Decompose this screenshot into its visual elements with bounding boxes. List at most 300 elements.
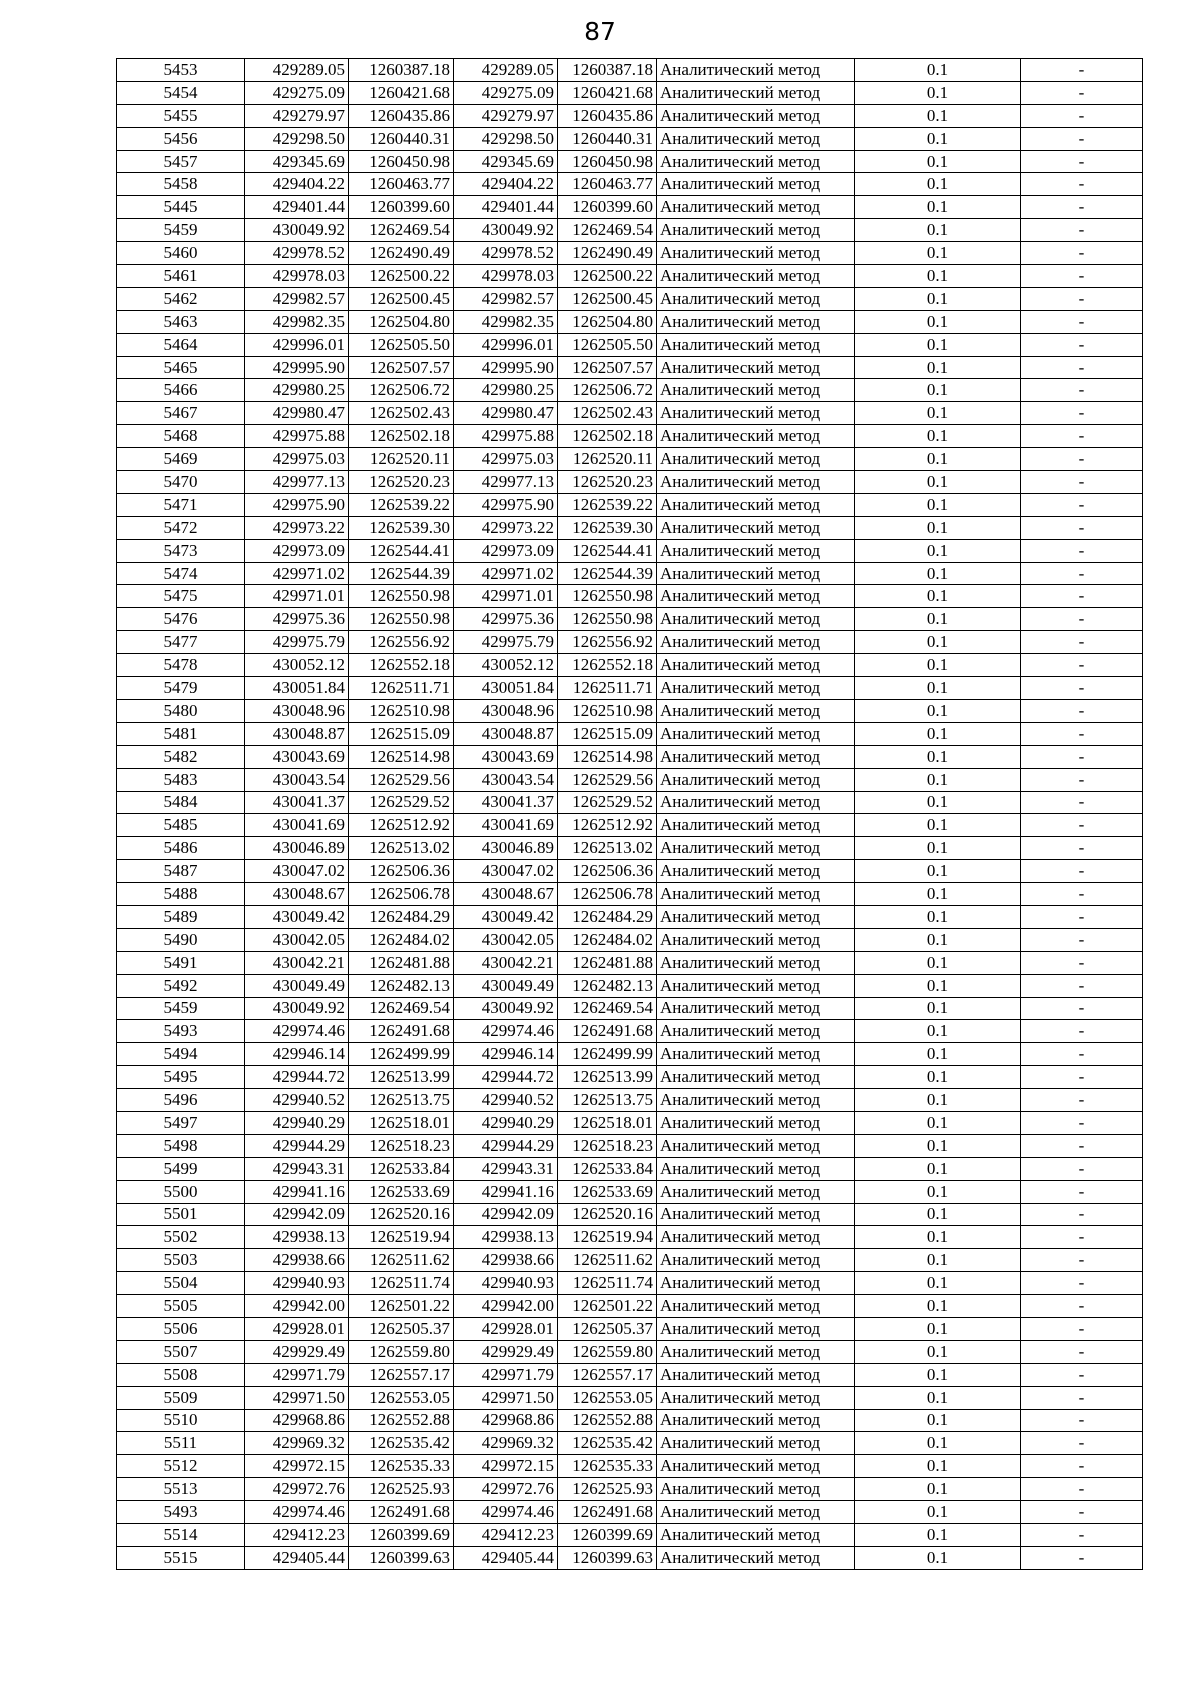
cell-y-existing: 1262557.17 bbox=[349, 1363, 454, 1386]
cell-y-existing: 1262491.68 bbox=[349, 1020, 454, 1043]
cell-x-existing: 429974.46 bbox=[245, 1501, 349, 1524]
cell-method: Аналитический метод bbox=[657, 127, 855, 150]
cell-method: Аналитический метод bbox=[657, 265, 855, 288]
cell-x-new: 429944.29 bbox=[454, 1134, 558, 1157]
cell-y-existing: 1262500.22 bbox=[349, 265, 454, 288]
cell-method: Аналитический метод bbox=[657, 516, 855, 539]
cell-method: Аналитический метод bbox=[657, 242, 855, 265]
cell-method: Аналитический метод bbox=[657, 631, 855, 654]
table-row bbox=[117, 1455, 1143, 1478]
cell-point-number: 5453 bbox=[117, 59, 245, 82]
cell-method: Аналитический метод bbox=[657, 81, 855, 104]
cell-accuracy: 0.1 bbox=[855, 59, 1021, 82]
cell-point-number: 5514 bbox=[117, 1524, 245, 1547]
cell-x-new: 430048.96 bbox=[454, 699, 558, 722]
cell-method: Аналитический метод bbox=[657, 974, 855, 997]
table-row bbox=[117, 493, 1143, 516]
cell-x-existing: 429975.36 bbox=[245, 608, 349, 631]
cell-x-new: 430041.37 bbox=[454, 791, 558, 814]
cell-point-number: 5455 bbox=[117, 104, 245, 127]
cell-point-number: 5497 bbox=[117, 1111, 245, 1134]
cell-x-existing: 429975.90 bbox=[245, 493, 349, 516]
cell-y-new: 1262504.80 bbox=[558, 310, 657, 333]
cell-method: Аналитический метод bbox=[657, 333, 855, 356]
cell-y-existing: 1262502.43 bbox=[349, 402, 454, 425]
cell-y-new: 1262552.18 bbox=[558, 654, 657, 677]
cell-x-new: 430043.69 bbox=[454, 745, 558, 768]
cell-note: - bbox=[1021, 516, 1143, 539]
cell-y-new: 1262544.41 bbox=[558, 539, 657, 562]
cell-x-existing: 429944.29 bbox=[245, 1134, 349, 1157]
cell-point-number: 5503 bbox=[117, 1249, 245, 1272]
table-row bbox=[117, 654, 1143, 677]
cell-note: - bbox=[1021, 402, 1143, 425]
cell-y-new: 1262533.69 bbox=[558, 1180, 657, 1203]
cell-y-existing: 1262511.74 bbox=[349, 1272, 454, 1295]
cell-method: Аналитический метод bbox=[657, 1157, 855, 1180]
cell-x-new: 429978.03 bbox=[454, 265, 558, 288]
cell-method: Аналитический метод bbox=[657, 883, 855, 906]
cell-x-new: 429404.22 bbox=[454, 173, 558, 196]
cell-accuracy: 0.1 bbox=[855, 402, 1021, 425]
cell-note: - bbox=[1021, 974, 1143, 997]
table-row bbox=[117, 1226, 1143, 1249]
cell-y-new: 1262506.78 bbox=[558, 883, 657, 906]
cell-point-number: 5487 bbox=[117, 860, 245, 883]
cell-accuracy: 0.1 bbox=[855, 1089, 1021, 1112]
table-row bbox=[117, 1043, 1143, 1066]
cell-accuracy: 0.1 bbox=[855, 1363, 1021, 1386]
cell-y-new: 1260399.60 bbox=[558, 196, 657, 219]
cell-x-new: 429412.23 bbox=[454, 1524, 558, 1547]
cell-point-number: 5512 bbox=[117, 1455, 245, 1478]
cell-y-existing: 1260435.86 bbox=[349, 104, 454, 127]
cell-note: - bbox=[1021, 471, 1143, 494]
table-row bbox=[117, 951, 1143, 974]
cell-accuracy: 0.1 bbox=[855, 287, 1021, 310]
cell-x-existing: 429972.15 bbox=[245, 1455, 349, 1478]
cell-point-number: 5463 bbox=[117, 310, 245, 333]
table-row bbox=[117, 974, 1143, 997]
cell-y-new: 1262469.54 bbox=[558, 219, 657, 242]
cell-y-existing: 1262491.68 bbox=[349, 1501, 454, 1524]
table-row bbox=[117, 1363, 1143, 1386]
cell-x-existing: 429973.09 bbox=[245, 539, 349, 562]
cell-note: - bbox=[1021, 287, 1143, 310]
cell-method: Аналитический метод bbox=[657, 219, 855, 242]
cell-point-number: 5507 bbox=[117, 1340, 245, 1363]
cell-y-new: 1262505.50 bbox=[558, 333, 657, 356]
table-row bbox=[117, 310, 1143, 333]
cell-x-existing: 429279.97 bbox=[245, 104, 349, 127]
cell-accuracy: 0.1 bbox=[855, 585, 1021, 608]
cell-x-new: 429975.88 bbox=[454, 425, 558, 448]
cell-note: - bbox=[1021, 768, 1143, 791]
cell-y-existing: 1262511.71 bbox=[349, 677, 454, 700]
cell-note: - bbox=[1021, 356, 1143, 379]
cell-x-existing: 429944.72 bbox=[245, 1066, 349, 1089]
cell-y-existing: 1262544.41 bbox=[349, 539, 454, 562]
table-row bbox=[117, 1180, 1143, 1203]
table-row bbox=[117, 471, 1143, 494]
cell-y-existing: 1262552.88 bbox=[349, 1409, 454, 1432]
table-row bbox=[117, 1134, 1143, 1157]
cell-x-existing: 429401.44 bbox=[245, 196, 349, 219]
cell-method: Аналитический метод bbox=[657, 356, 855, 379]
cell-x-existing: 429971.79 bbox=[245, 1363, 349, 1386]
cell-y-new: 1262500.22 bbox=[558, 265, 657, 288]
cell-accuracy: 0.1 bbox=[855, 677, 1021, 700]
cell-note: - bbox=[1021, 860, 1143, 883]
cell-y-existing: 1262535.33 bbox=[349, 1455, 454, 1478]
cell-point-number: 5466 bbox=[117, 379, 245, 402]
cell-x-new: 429996.01 bbox=[454, 333, 558, 356]
cell-note: - bbox=[1021, 150, 1143, 173]
cell-x-existing: 429974.46 bbox=[245, 1020, 349, 1043]
cell-accuracy: 0.1 bbox=[855, 1111, 1021, 1134]
cell-note: - bbox=[1021, 1249, 1143, 1272]
table-row bbox=[117, 150, 1143, 173]
cell-y-existing: 1260421.68 bbox=[349, 81, 454, 104]
cell-x-existing: 429940.52 bbox=[245, 1089, 349, 1112]
cell-method: Аналитический метод bbox=[657, 1363, 855, 1386]
cell-x-new: 429980.25 bbox=[454, 379, 558, 402]
cell-y-new: 1262500.45 bbox=[558, 287, 657, 310]
table-row bbox=[117, 585, 1143, 608]
cell-note: - bbox=[1021, 1295, 1143, 1318]
table-row bbox=[117, 1546, 1143, 1569]
cell-accuracy: 0.1 bbox=[855, 1432, 1021, 1455]
cell-accuracy: 0.1 bbox=[855, 1134, 1021, 1157]
cell-method: Аналитический метод bbox=[657, 1455, 855, 1478]
cell-method: Аналитический метод bbox=[657, 379, 855, 402]
cell-note: - bbox=[1021, 814, 1143, 837]
cell-point-number: 5460 bbox=[117, 242, 245, 265]
cell-note: - bbox=[1021, 493, 1143, 516]
cell-note: - bbox=[1021, 1317, 1143, 1340]
cell-x-existing: 430051.84 bbox=[245, 677, 349, 700]
cell-y-existing: 1262520.16 bbox=[349, 1203, 454, 1226]
cell-y-existing: 1262506.36 bbox=[349, 860, 454, 883]
cell-method: Аналитический метод bbox=[657, 448, 855, 471]
table-row bbox=[117, 860, 1143, 883]
cell-point-number: 5498 bbox=[117, 1134, 245, 1157]
cell-y-new: 1262535.33 bbox=[558, 1455, 657, 1478]
cell-method: Аналитический метод bbox=[657, 471, 855, 494]
cell-y-new: 1260450.98 bbox=[558, 150, 657, 173]
cell-y-existing: 1262505.37 bbox=[349, 1317, 454, 1340]
cell-point-number: 5511 bbox=[117, 1432, 245, 1455]
cell-x-new: 429938.13 bbox=[454, 1226, 558, 1249]
cell-method: Аналитический метод bbox=[657, 104, 855, 127]
cell-x-new: 429982.35 bbox=[454, 310, 558, 333]
cell-y-existing: 1262513.02 bbox=[349, 837, 454, 860]
cell-y-existing: 1262499.99 bbox=[349, 1043, 454, 1066]
cell-x-new: 429940.52 bbox=[454, 1089, 558, 1112]
cell-point-number: 5469 bbox=[117, 448, 245, 471]
cell-note: - bbox=[1021, 677, 1143, 700]
table-row bbox=[117, 1089, 1143, 1112]
cell-method: Аналитический метод bbox=[657, 860, 855, 883]
cell-x-existing: 429289.05 bbox=[245, 59, 349, 82]
cell-method: Аналитический метод bbox=[657, 654, 855, 677]
cell-x-new: 430048.87 bbox=[454, 722, 558, 745]
cell-x-existing: 430047.02 bbox=[245, 860, 349, 883]
table-row bbox=[117, 1340, 1143, 1363]
cell-note: - bbox=[1021, 1157, 1143, 1180]
cell-y-existing: 1262469.54 bbox=[349, 997, 454, 1020]
cell-accuracy: 0.1 bbox=[855, 425, 1021, 448]
cell-accuracy: 0.1 bbox=[855, 768, 1021, 791]
table-row bbox=[117, 837, 1143, 860]
cell-accuracy: 0.1 bbox=[855, 1295, 1021, 1318]
cell-y-new: 1262529.52 bbox=[558, 791, 657, 814]
cell-point-number: 5492 bbox=[117, 974, 245, 997]
cell-y-existing: 1262514.98 bbox=[349, 745, 454, 768]
cell-accuracy: 0.1 bbox=[855, 722, 1021, 745]
table-row bbox=[117, 1295, 1143, 1318]
cell-x-new: 429940.29 bbox=[454, 1111, 558, 1134]
cell-x-existing: 430049.49 bbox=[245, 974, 349, 997]
table-row bbox=[117, 814, 1143, 837]
cell-y-new: 1262513.99 bbox=[558, 1066, 657, 1089]
cell-x-existing: 430046.89 bbox=[245, 837, 349, 860]
cell-y-new: 1260421.68 bbox=[558, 81, 657, 104]
cell-accuracy: 0.1 bbox=[855, 333, 1021, 356]
cell-y-existing: 1262544.39 bbox=[349, 562, 454, 585]
cell-y-new: 1262502.18 bbox=[558, 425, 657, 448]
cell-y-new: 1262482.13 bbox=[558, 974, 657, 997]
cell-x-new: 430049.92 bbox=[454, 219, 558, 242]
cell-x-new: 429971.02 bbox=[454, 562, 558, 585]
cell-point-number: 5470 bbox=[117, 471, 245, 494]
cell-method: Аналитический метод bbox=[657, 1386, 855, 1409]
cell-note: - bbox=[1021, 1363, 1143, 1386]
cell-point-number: 5467 bbox=[117, 402, 245, 425]
cell-method: Аналитический метод bbox=[657, 1272, 855, 1295]
cell-point-number: 5459 bbox=[117, 219, 245, 242]
cell-note: - bbox=[1021, 1066, 1143, 1089]
cell-note: - bbox=[1021, 1501, 1143, 1524]
cell-point-number: 5486 bbox=[117, 837, 245, 860]
cell-y-new: 1262484.02 bbox=[558, 928, 657, 951]
cell-method: Аналитический метод bbox=[657, 951, 855, 974]
cell-note: - bbox=[1021, 1203, 1143, 1226]
cell-x-new: 429275.09 bbox=[454, 81, 558, 104]
cell-x-existing: 429977.13 bbox=[245, 471, 349, 494]
cell-method: Аналитический метод bbox=[657, 1524, 855, 1547]
cell-y-existing: 1262539.30 bbox=[349, 516, 454, 539]
cell-x-existing: 429404.22 bbox=[245, 173, 349, 196]
cell-y-existing: 1262502.18 bbox=[349, 425, 454, 448]
cell-point-number: 5489 bbox=[117, 905, 245, 928]
cell-y-new: 1262518.23 bbox=[558, 1134, 657, 1157]
cell-y-new: 1260435.86 bbox=[558, 104, 657, 127]
cell-accuracy: 0.1 bbox=[855, 883, 1021, 906]
cell-accuracy: 0.1 bbox=[855, 1478, 1021, 1501]
cell-x-new: 430051.84 bbox=[454, 677, 558, 700]
cell-method: Аналитический метод bbox=[657, 928, 855, 951]
table-row bbox=[117, 1409, 1143, 1432]
table-row bbox=[117, 448, 1143, 471]
cell-method: Аналитический метод bbox=[657, 196, 855, 219]
cell-y-new: 1262481.88 bbox=[558, 951, 657, 974]
cell-y-new: 1262490.49 bbox=[558, 242, 657, 265]
cell-accuracy: 0.1 bbox=[855, 1272, 1021, 1295]
table-row bbox=[117, 1478, 1143, 1501]
cell-x-existing: 429969.32 bbox=[245, 1432, 349, 1455]
cell-x-new: 429929.49 bbox=[454, 1340, 558, 1363]
table-row bbox=[117, 722, 1143, 745]
table-row bbox=[117, 791, 1143, 814]
cell-x-existing: 430041.37 bbox=[245, 791, 349, 814]
cell-y-new: 1262539.22 bbox=[558, 493, 657, 516]
cell-method: Аналитический метод bbox=[657, 1501, 855, 1524]
table-row bbox=[117, 745, 1143, 768]
cell-point-number: 5502 bbox=[117, 1226, 245, 1249]
cell-method: Аналитический метод bbox=[657, 173, 855, 196]
cell-note: - bbox=[1021, 585, 1143, 608]
table-row bbox=[117, 1317, 1143, 1340]
cell-point-number: 5456 bbox=[117, 127, 245, 150]
cell-y-existing: 1262513.75 bbox=[349, 1089, 454, 1112]
cell-point-number: 5484 bbox=[117, 791, 245, 814]
cell-accuracy: 0.1 bbox=[855, 997, 1021, 1020]
cell-accuracy: 0.1 bbox=[855, 974, 1021, 997]
cell-y-existing: 1262481.88 bbox=[349, 951, 454, 974]
cell-x-existing: 429975.79 bbox=[245, 631, 349, 654]
cell-x-existing: 429938.66 bbox=[245, 1249, 349, 1272]
cell-y-new: 1262550.98 bbox=[558, 608, 657, 631]
cell-x-new: 429289.05 bbox=[454, 59, 558, 82]
table-row bbox=[117, 265, 1143, 288]
cell-x-existing: 429928.01 bbox=[245, 1317, 349, 1340]
cell-point-number: 5475 bbox=[117, 585, 245, 608]
cell-method: Аналитический метод bbox=[657, 562, 855, 585]
cell-method: Аналитический метод bbox=[657, 1180, 855, 1203]
cell-accuracy: 0.1 bbox=[855, 631, 1021, 654]
cell-x-existing: 429405.44 bbox=[245, 1546, 349, 1569]
cell-note: - bbox=[1021, 333, 1143, 356]
cell-note: - bbox=[1021, 265, 1143, 288]
cell-note: - bbox=[1021, 928, 1143, 951]
cell-point-number: 5477 bbox=[117, 631, 245, 654]
cell-x-new: 430048.67 bbox=[454, 883, 558, 906]
cell-method: Аналитический метод bbox=[657, 768, 855, 791]
cell-point-number: 5485 bbox=[117, 814, 245, 837]
cell-y-existing: 1262520.23 bbox=[349, 471, 454, 494]
cell-x-new: 429975.90 bbox=[454, 493, 558, 516]
cell-accuracy: 0.1 bbox=[855, 173, 1021, 196]
cell-y-new: 1262520.11 bbox=[558, 448, 657, 471]
cell-y-existing: 1262511.62 bbox=[349, 1249, 454, 1272]
cell-point-number: 5465 bbox=[117, 356, 245, 379]
cell-x-existing: 429980.47 bbox=[245, 402, 349, 425]
cell-y-new: 1262544.39 bbox=[558, 562, 657, 585]
cell-accuracy: 0.1 bbox=[855, 127, 1021, 150]
cell-note: - bbox=[1021, 379, 1143, 402]
cell-x-existing: 429975.03 bbox=[245, 448, 349, 471]
cell-x-existing: 429946.14 bbox=[245, 1043, 349, 1066]
cell-note: - bbox=[1021, 1546, 1143, 1569]
cell-point-number: 5479 bbox=[117, 677, 245, 700]
cell-note: - bbox=[1021, 699, 1143, 722]
table-row bbox=[117, 333, 1143, 356]
cell-y-new: 1262556.92 bbox=[558, 631, 657, 654]
cell-point-number: 5490 bbox=[117, 928, 245, 951]
cell-point-number: 5445 bbox=[117, 196, 245, 219]
cell-y-existing: 1262550.98 bbox=[349, 608, 454, 631]
cell-accuracy: 0.1 bbox=[855, 219, 1021, 242]
table-row bbox=[117, 173, 1143, 196]
cell-y-new: 1262511.74 bbox=[558, 1272, 657, 1295]
cell-note: - bbox=[1021, 1524, 1143, 1547]
cell-y-new: 1262525.93 bbox=[558, 1478, 657, 1501]
cell-accuracy: 0.1 bbox=[855, 448, 1021, 471]
cell-y-new: 1262484.29 bbox=[558, 905, 657, 928]
cell-y-existing: 1262520.11 bbox=[349, 448, 454, 471]
cell-accuracy: 0.1 bbox=[855, 1043, 1021, 1066]
table-row bbox=[117, 59, 1143, 82]
cell-point-number: 5508 bbox=[117, 1363, 245, 1386]
cell-y-existing: 1262469.54 bbox=[349, 219, 454, 242]
cell-x-new: 429977.13 bbox=[454, 471, 558, 494]
cell-note: - bbox=[1021, 631, 1143, 654]
cell-method: Аналитический метод bbox=[657, 1546, 855, 1569]
cell-x-new: 430049.49 bbox=[454, 974, 558, 997]
cell-accuracy: 0.1 bbox=[855, 928, 1021, 951]
cell-x-existing: 429996.01 bbox=[245, 333, 349, 356]
cell-accuracy: 0.1 bbox=[855, 265, 1021, 288]
cell-accuracy: 0.1 bbox=[855, 539, 1021, 562]
cell-y-existing: 1262515.09 bbox=[349, 722, 454, 745]
cell-method: Аналитический метод bbox=[657, 150, 855, 173]
cell-x-existing: 429941.16 bbox=[245, 1180, 349, 1203]
cell-accuracy: 0.1 bbox=[855, 608, 1021, 631]
cell-x-new: 430043.54 bbox=[454, 768, 558, 791]
table-row bbox=[117, 905, 1143, 928]
cell-note: - bbox=[1021, 173, 1143, 196]
cell-note: - bbox=[1021, 837, 1143, 860]
cell-x-existing: 429978.52 bbox=[245, 242, 349, 265]
cell-accuracy: 0.1 bbox=[855, 379, 1021, 402]
cell-y-existing: 1262518.01 bbox=[349, 1111, 454, 1134]
table-row bbox=[117, 1249, 1143, 1272]
cell-accuracy: 0.1 bbox=[855, 471, 1021, 494]
cell-x-new: 430052.12 bbox=[454, 654, 558, 677]
cell-method: Аналитический метод bbox=[657, 425, 855, 448]
cell-y-new: 1262515.09 bbox=[558, 722, 657, 745]
cell-x-new: 429298.50 bbox=[454, 127, 558, 150]
cell-x-existing: 429972.76 bbox=[245, 1478, 349, 1501]
cell-x-existing: 429298.50 bbox=[245, 127, 349, 150]
cell-y-existing: 1260463.77 bbox=[349, 173, 454, 196]
cell-y-new: 1260440.31 bbox=[558, 127, 657, 150]
cell-x-new: 430042.21 bbox=[454, 951, 558, 974]
cell-accuracy: 0.1 bbox=[855, 1455, 1021, 1478]
cell-y-existing: 1262519.94 bbox=[349, 1226, 454, 1249]
cell-note: - bbox=[1021, 883, 1143, 906]
cell-note: - bbox=[1021, 539, 1143, 562]
cell-y-new: 1262491.68 bbox=[558, 1020, 657, 1043]
cell-y-new: 1262506.36 bbox=[558, 860, 657, 883]
table-row bbox=[117, 539, 1143, 562]
table-row bbox=[117, 1066, 1143, 1089]
cell-note: - bbox=[1021, 242, 1143, 265]
cell-x-new: 429972.76 bbox=[454, 1478, 558, 1501]
cell-x-new: 430042.05 bbox=[454, 928, 558, 951]
table-row bbox=[117, 928, 1143, 951]
